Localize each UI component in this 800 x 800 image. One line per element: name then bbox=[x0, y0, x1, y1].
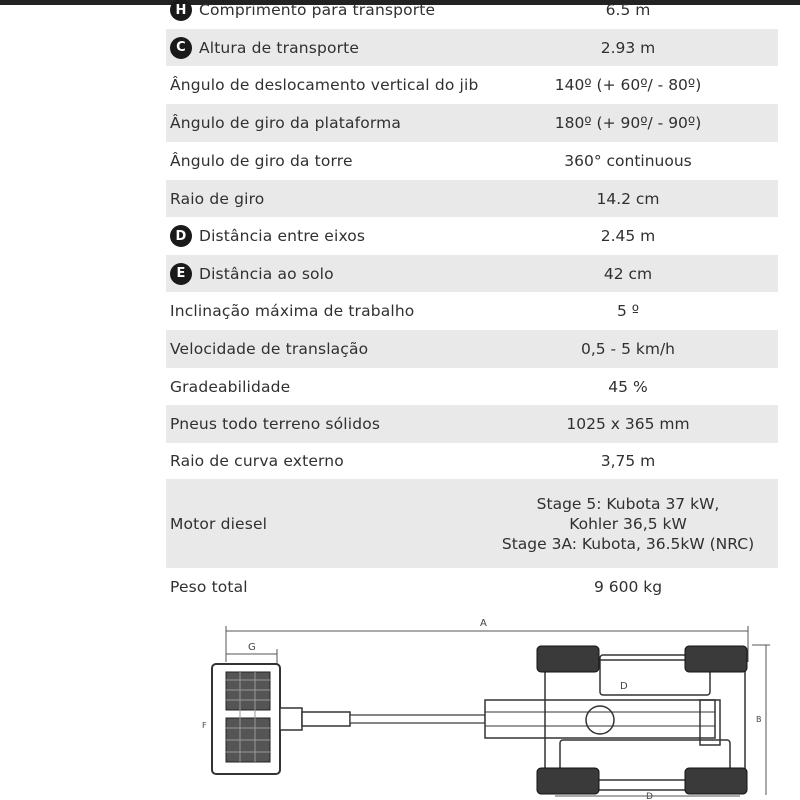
row-value: 180º (+ 90º/ - 90º) bbox=[554, 114, 702, 132]
motor-line: Stage 5: Kubota 37 kW, bbox=[536, 494, 720, 513]
dimension-f-label: F bbox=[202, 721, 207, 730]
row-label: Raio de curva externo bbox=[170, 452, 344, 470]
row-label: E Distância ao solo bbox=[170, 255, 334, 292]
row-label: Velocidade de translação bbox=[170, 340, 369, 358]
row-label: D Distância entre eixos bbox=[170, 217, 365, 255]
badge-c: C bbox=[170, 37, 192, 59]
boom-arm bbox=[280, 700, 715, 738]
row-value: 14.2 cm bbox=[596, 189, 660, 208]
row-value: 45 % bbox=[608, 377, 648, 396]
motor-line: Kohler 36,5 kW bbox=[569, 514, 687, 533]
table-row bbox=[166, 405, 778, 443]
row-label: Ângulo de giro da plataforma bbox=[170, 114, 402, 132]
row-value: 140º (+ 60º/ - 80º) bbox=[554, 76, 702, 94]
badge-d: D bbox=[170, 225, 192, 247]
table-row bbox=[166, 142, 778, 180]
platform-basket bbox=[212, 664, 280, 774]
row-value: 42 cm bbox=[603, 264, 653, 283]
table-row bbox=[166, 330, 778, 368]
table-row bbox=[166, 443, 778, 479]
table-row bbox=[166, 180, 778, 217]
table-row bbox=[166, 368, 778, 405]
row-value: 3,75 m bbox=[600, 452, 656, 470]
row-value: 9 600 kg bbox=[593, 578, 663, 596]
row-label: Raio de giro bbox=[170, 189, 265, 208]
row-value: 360° continuous bbox=[564, 152, 692, 170]
table-row bbox=[166, 29, 778, 66]
row-label: C Altura de transporte bbox=[170, 29, 359, 66]
dimension-b-label: B bbox=[756, 715, 762, 724]
row-value: 0,5 - 5 km/h bbox=[580, 340, 675, 358]
row-value-multiline bbox=[488, 479, 768, 568]
row-label: Peso total bbox=[170, 578, 248, 596]
badge-e: E bbox=[170, 263, 192, 285]
row-label: Ângulo de giro da torre bbox=[170, 152, 353, 170]
dimension-d-label: D bbox=[646, 792, 653, 800]
table-row-motor bbox=[166, 479, 778, 568]
motor-line: Stage 3A: Kubota, 36.5kW (NRC) bbox=[501, 534, 755, 553]
chassis-mark-label: D bbox=[620, 681, 628, 692]
table-row bbox=[166, 292, 778, 330]
table-row bbox=[166, 0, 778, 28]
table-row bbox=[166, 217, 778, 255]
row-value: 1025 x 365 mm bbox=[566, 415, 690, 433]
table-row bbox=[166, 66, 778, 104]
row-label: Pneus todo terreno sólidos bbox=[170, 415, 381, 433]
row-value: 2.45 m bbox=[600, 227, 656, 245]
technical-drawing bbox=[0, 600, 800, 800]
row-value: 6.5 m bbox=[605, 1, 651, 19]
table-row bbox=[166, 104, 778, 142]
row-value: 2.93 m bbox=[600, 38, 656, 57]
row-value: 5 º bbox=[616, 302, 640, 320]
badge-h: H bbox=[170, 0, 192, 21]
dimension-a-label: A bbox=[480, 618, 487, 629]
row-label: Gradeabilidade bbox=[170, 377, 291, 396]
row-label: Motor diesel bbox=[170, 514, 268, 533]
row-label: Ângulo de deslocamento vertical do jib bbox=[170, 76, 479, 94]
row-label: Inclinação máxima de trabalho bbox=[170, 302, 415, 320]
table-row bbox=[166, 255, 778, 292]
dimension-g-label: G bbox=[248, 642, 256, 653]
row-label: H Comprimento para transporte bbox=[170, 0, 435, 28]
